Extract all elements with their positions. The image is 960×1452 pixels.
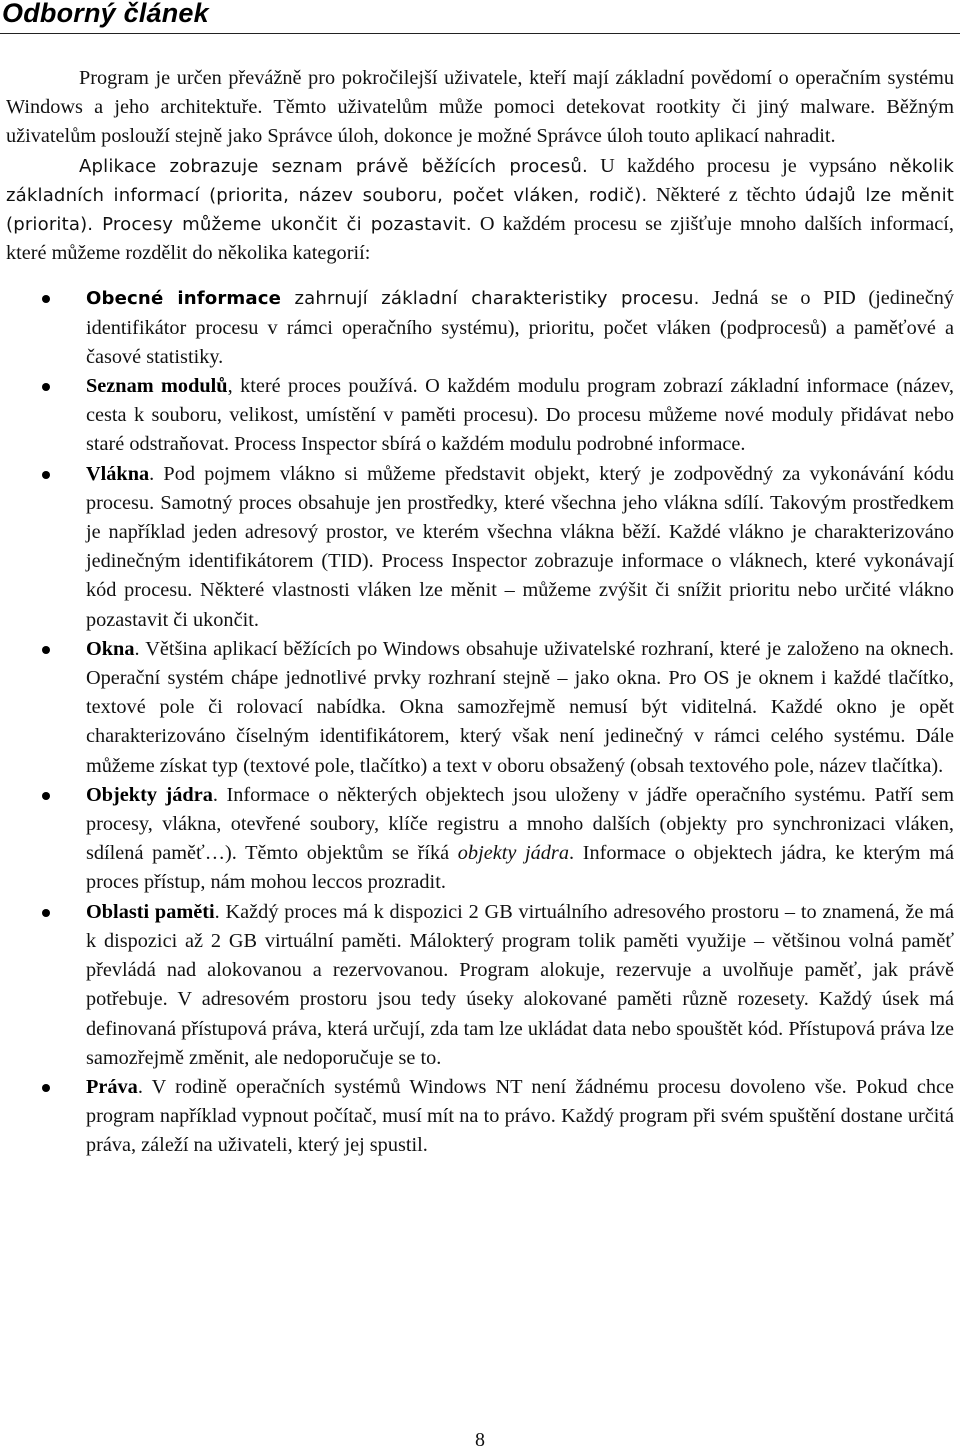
process-list-sans-text-2: několik základních informací (priorita, název souboru, počet vláken, rodič).	[6, 155, 954, 206]
list-item-text: . Informace o některých objektech jsou uloženy v jádře operačního systému. Patří sem procesy, vlákna, otevřené soubory, klíče registru a mnoho dalších (objekty pro synchronizaci vláken, sdílená paměť…). Těmto objektům se říká	[86, 783, 954, 865]
list-item-term: Oblasti paměti	[86, 900, 215, 923]
process-list-text-c: O každém procesu se zjišťuje mnoho dalších informací, které můžeme rozdělit do několika kategorií:	[6, 213, 954, 265]
list-item-sans-text: zahrnují základní charakteristiky procesu.	[281, 288, 700, 310]
bullet-icon	[42, 646, 50, 654]
list-item-general-info	[86, 284, 954, 372]
section-title: Odborný článek	[2, 0, 209, 28]
list-item-text: . Většina aplikací běžících po Windows obsahuje uživatelské rozhraní, které je založeno na oknech. Operační systém chápe jednotlivé prvky rozhraní stejně – jako okna. Pro OS je oknem i každé tlačítko, textové pole či rolovací nabídka. Okna samozřejmě nemusí být viditelná. Každé okno je opět charakterizováno číselným identifikátorem, který však není jedinečný v rámci celého systému. Dále můžeme získat typ (textové pole, tlačítko) a text v oboru obsažený (obsah textového pole, název tlačítka).	[86, 637, 954, 777]
bullet-icon	[42, 471, 50, 479]
process-list-sans-text-3: údajů lze měnit (priorita). Procesy můžeme ukončit či pozastavit.	[6, 184, 954, 236]
process-list-text-a: U každého procesu je vypsáno	[587, 154, 889, 177]
bullet-icon	[42, 383, 50, 391]
bullet-icon	[42, 1084, 50, 1092]
list-item-term: Obecné informace	[86, 288, 282, 310]
page-header	[0, 0, 960, 34]
bullet-icon	[42, 909, 50, 917]
process-list-paragraph	[6, 152, 954, 269]
list-item-text: , které proces používá. O každém modulu program zobrazí základní informace (název, cesta k souboru, velikost, umístění v paměti procesu). Do procesu můžeme nové moduly přidávat nebo staré odstraňovat. Process Inspector sbírá o každém modulu podrobné informace.	[86, 375, 954, 456]
list-item-text-2: . Informace o objektech jádra, ke kterým má proces přístup, nám mohou leccos prozradit.	[86, 842, 955, 894]
list-item-memory-regions	[86, 898, 954, 1073]
category-list	[6, 284, 954, 1160]
list-item-term: Práva	[86, 1075, 138, 1098]
list-item-term: Seznam modulů	[86, 375, 228, 398]
list-item-term: Okna	[86, 637, 135, 660]
list-item-text: . Pod pojmem vlákno si můžeme představit objekt, který je zodpovědný za vykonávání kódu procesu. Samotný proces obsahuje jen prostředky, které všechna jeho vlákna sdílí. Takovým prostředkem je například jeden adresový prostor, ve kterém všechna vlákna běží. Každé vlákno je charakterizováno jedinečným identifikátorem (TID). Process Inspector zobrazuje informace o vláknech, které vykonávají kód procesu. Některé vlastnosti vláken lze měnit – můžeme zvýšit či snížit prioritu nebo určité vlákno pozastavit či ukončit.	[86, 462, 954, 631]
list-item-kernel-objects	[86, 781, 954, 898]
list-item-windows	[86, 635, 954, 781]
list-item-modules	[86, 372, 954, 460]
list-item-italic-term: objekty jádra	[457, 842, 569, 865]
bullet-icon	[42, 792, 50, 800]
list-item-text: . Každý proces má k dispozici 2 GB virtuálního adresového prostoru – to znamená, že má k dispozici až 2 GB virtuální paměti. Málokterý program tolik paměti využije – většinou volná paměť převládá nad alokovanou a rezervovanou. Program alokuje, rezervuje a uvolňuje paměť, jak právě potřebuje. V adresovém prostoru jsou tedy úseky alokované paměti různě rozesety. Každý úsek má definovaná přístupová práva, která určují, zda tam lze ukládat data nebo spouštět kód. Přístupová práva lze samozřejmě změnit, ale nedoporučuje se to.	[86, 900, 954, 1069]
list-item-term: Vlákna	[86, 462, 150, 485]
page-number: 8	[475, 1429, 485, 1451]
list-item-term: Objekty jádra	[86, 783, 213, 806]
process-list-sans-text: Aplikace zobrazuje seznam právě běžících procesů.	[79, 155, 588, 177]
article-body	[6, 64, 954, 1161]
bullet-icon	[42, 295, 50, 303]
list-item-threads	[86, 460, 954, 635]
intro-paragraph: Program je určen převážně pro pokročilejší uživatele, kteří mají základní povědomí o operačním systému Windows a jeho architektuře. Těmto uživatelům může pomoci detekovat rootkity či jiný malware. Běžným uživatelům poslouží stejně jako Správce úloh, dokonce je možné Správce úloh touto aplikací nahradit.	[6, 67, 954, 148]
list-item-text: Jedná se o PID (jedinečný identifikátor procesu v rámci operačního systému), prioritu, počet vláken (podprocesů) a paměťové a časové statistiky.	[86, 287, 954, 368]
process-list-text-b: Některé z těchto	[647, 183, 805, 206]
list-item-rights	[86, 1073, 954, 1161]
list-item-text: . V rodině operačních systémů Windows NT není žádnému procesu dovoleno vše. Pokud chce program například vypnout počítač, musí mít na to právo. Každý program při svém spuštění dostane určitá práva, záleží na uživateli, který jej spustil.	[86, 1075, 954, 1157]
